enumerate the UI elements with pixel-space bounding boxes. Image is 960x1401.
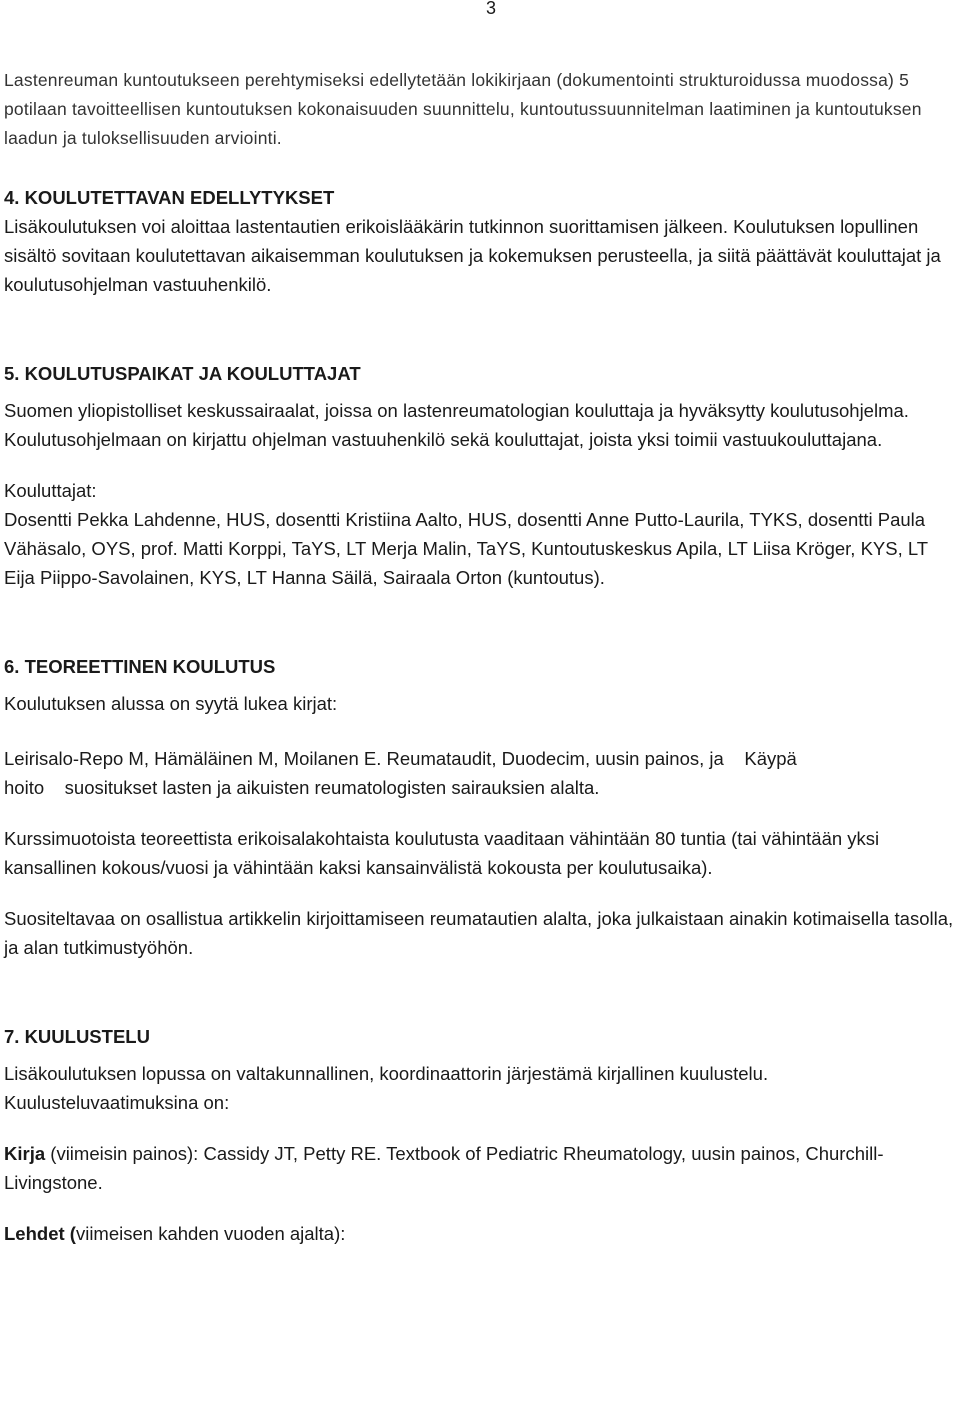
article-recommendation-paragraph: Suositeltavaa on osallistua artikkelin kirjoittamiseen reumatautien alalta, joka julkaistaan ainakin kotimaisella tasolla, ja alan tutkimustyöhön. — [4, 908, 954, 958]
book-reference-line-1: Leirisalo-Repo M, Hämäläinen M, Moilanen E. Reumataudit, Duodecim, uusin painos, ja Käypä — [4, 748, 797, 769]
journals-text: viimeisen kahden vuoden ajalta): — [75, 1223, 346, 1244]
exam-requirements-label: Kuulusteluvaatimuksina on: — [4, 1092, 230, 1113]
section-6-heading: 6. TEOREETTINEN KOULUTUS — [4, 656, 276, 677]
intro-paragraph: Lastenreuman kuntoutukseen perehtymiseksi edellytetään lokikirjaan (dokumentointi strukturoidussa muodossa) 5 potilaan tavoitteellisen kuntoutuksen kokonaisuuden suunnittelu, kuntoutussuunnitelman laatiminen ja kuntoutuksen laadun ja tuloksellisuuden arviointi. — [4, 70, 922, 148]
section-5-paragraph: Suomen yliopistolliset keskussairaalat, joissa on lastenreumatologian kouluttaja ja hyväksytty koulutusohjelma. Koulutusohjelmaan on kirjattu ohjelman vastuuhenkilö sekä kouluttajat, joista yksi toimii vastuukouluttajana. — [4, 400, 909, 450]
book-requirement — [4, 1139, 958, 1197]
document-body — [4, 66, 958, 1248]
trainers-list: Dosentti Pekka Lahdenne, HUS, dosentti Kristiina Aalto, HUS, dosentti Anne Putto-Laurila, TYKS, dosentti Paula Vähäsalo, OYS, prof. Matti Korppi, TaYS, LT Merja Malin, TaYS, Kuntoutuskeskus Apila, LT Liisa Kröger, KYS, LT Eija Piippo-Savolainen, KYS, LT Hanna Säilä, Sairaala Orton (kuntoutus). — [4, 509, 928, 588]
journals-label: Lehdet ( — [4, 1223, 76, 1244]
trainers-label: Kouluttajat: — [4, 480, 97, 501]
book-label: Kirja — [4, 1143, 46, 1164]
section-4-paragraph: Lisäkoulutuksen voi aloittaa lastentautien erikoislääkärin tutkinnon suorittamisen jälkeen. Koulutuksen lopullinen sisältö sovitaan koulutettavan aikaisemman koulutuksen ja kokemuksen perusteella, ja siitä päättävät kouluttajat ja koulutusohjelman vastuuhenkilö. — [4, 216, 941, 295]
book-reference-line-2: hoito suositukset lasten ja aikuisten reumatologisten sairauksien alalta. — [4, 777, 600, 798]
page-number: 3 — [486, 0, 497, 18]
section-6-intro: Koulutuksen alussa on syytä lukea kirjat: — [4, 693, 338, 714]
section-5-heading: 5. KOULUTUSPAIKAT JA KOULUTTAJAT — [4, 363, 361, 384]
section-7-heading: 7. KUULUSTELU — [4, 1026, 150, 1047]
journals-requirement — [4, 1219, 958, 1248]
section-4-heading: 4. KOULUTETTAVAN EDELLYTYKSET — [4, 187, 335, 208]
book-text: (viimeisin painos): Cassidy JT, Petty RE. Textbook of Pediatric Rheumatology, uusin painos, Churchill-Livingstone. — [4, 1143, 884, 1193]
course-requirement-paragraph: Kurssimuotoista teoreettista erikoisalakohtaista koulutusta vaaditaan vähintään 80 tuntia (tai vähintään yksi kansallinen kokous/vuosi ja vähintään kaksi kansainvälistä kokousta per koulutusaika). — [4, 828, 880, 878]
section-7-paragraph: Lisäkoulutuksen lopussa on valtakunnallinen, koordinaattorin järjestämä kirjallinen kuulustelu. — [4, 1063, 769, 1084]
